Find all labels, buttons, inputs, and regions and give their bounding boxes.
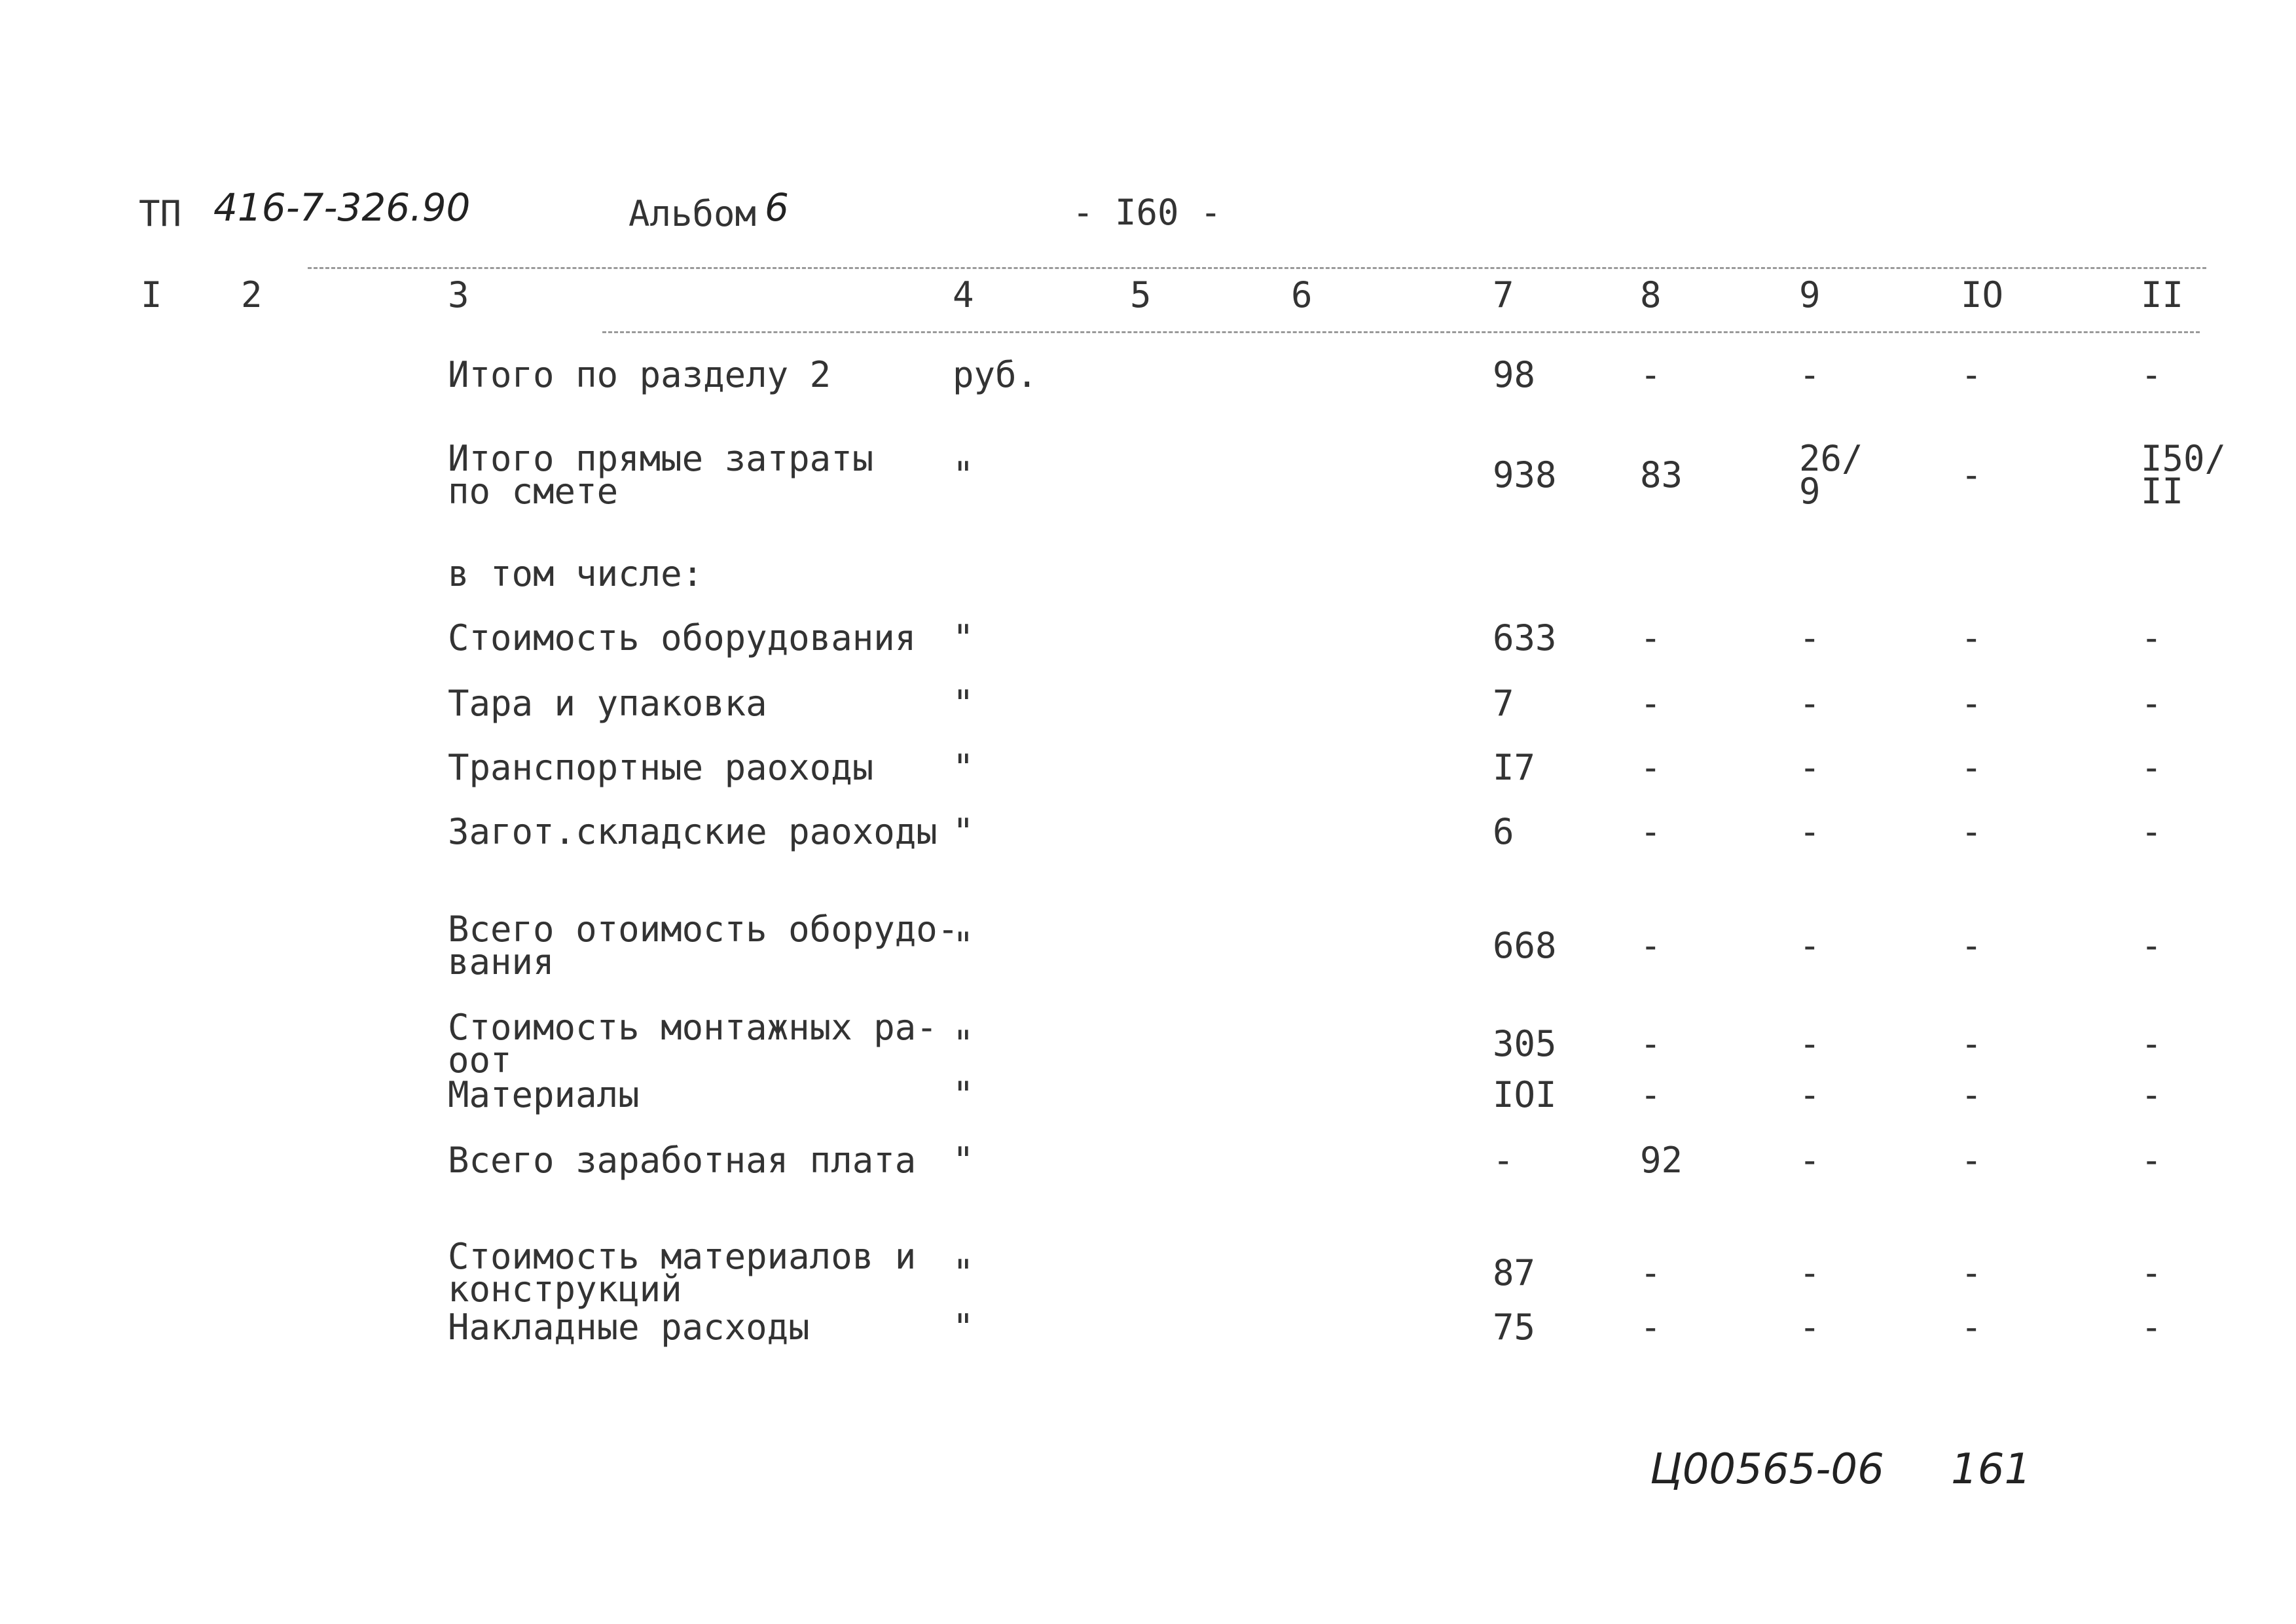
column-header-9: 9: [1799, 274, 1821, 316]
column-header-1: I: [141, 274, 162, 316]
value-cell-9: -: [1799, 354, 1821, 395]
row-label: Стоимость монтажных ра- оот: [448, 1007, 938, 1081]
value-cell-10: -: [1961, 354, 1982, 395]
sheet-number: 161: [1951, 1445, 2032, 1494]
value-cell-9: -: [1799, 1023, 1821, 1064]
column-header-8: 8: [1640, 274, 1662, 316]
value-cell-7: -: [1493, 1140, 1514, 1181]
value-cell-11: -: [2141, 925, 2162, 966]
row-label: Тара и упаковка: [448, 683, 767, 724]
value-cell-10: -: [1961, 747, 1982, 788]
column-header-2: 2: [241, 274, 263, 316]
value-cell-9: -: [1799, 1140, 1821, 1181]
value-cell-8: -: [1640, 747, 1662, 788]
value-cell-8: 83: [1640, 454, 1683, 496]
value-cell-8: -: [1640, 1074, 1662, 1115]
row-label: Материалы: [448, 1074, 640, 1115]
unit-cell: ": [953, 1252, 974, 1293]
unit-cell: руб.: [953, 354, 1038, 395]
value-cell-11: -: [2141, 1074, 2162, 1115]
value-cell-10: -: [1961, 1074, 1982, 1115]
unit-cell: ": [953, 1023, 974, 1064]
value-cell-9: -: [1799, 1074, 1821, 1115]
row-label: Всего заработная плата: [448, 1140, 917, 1181]
value-cell-10: -: [1961, 811, 1982, 852]
value-cell-9: -: [1799, 1307, 1821, 1348]
row-label: Всего отоимость оборудо- вания: [448, 909, 959, 983]
value-cell-8: -: [1640, 1252, 1662, 1293]
value-cell-8: -: [1640, 354, 1662, 395]
value-cell-10: -: [1961, 1140, 1982, 1181]
unit-cell: ": [953, 925, 974, 966]
value-cell-9: -: [1799, 811, 1821, 852]
stamp-code: Ц00565-06: [1650, 1445, 1884, 1494]
value-cell-7: IOI: [1493, 1074, 1557, 1115]
column-header-3: 3: [448, 274, 469, 316]
value-cell-7: 6: [1493, 811, 1514, 852]
value-cell-8: -: [1640, 617, 1662, 659]
value-cell-11: -: [2141, 683, 2162, 724]
value-cell-11: -: [2141, 1307, 2162, 1348]
value-cell-11: -: [2141, 354, 2162, 395]
value-cell-8: -: [1640, 925, 1662, 966]
value-cell-8: -: [1640, 811, 1662, 852]
value-cell-11: -: [2141, 1252, 2162, 1293]
value-cell-7: 87: [1493, 1252, 1536, 1293]
unit-cell: ": [953, 1074, 974, 1115]
value-cell-10: -: [1961, 454, 1982, 496]
row-label: Итого прямые затраты по смете: [448, 438, 874, 512]
column-header-7: 7: [1493, 274, 1514, 316]
unit-cell: ": [953, 811, 974, 852]
value-cell-10: -: [1961, 683, 1982, 724]
value-cell-7: 75: [1493, 1307, 1536, 1348]
header-top-rule: [308, 267, 2206, 269]
value-cell-9: -: [1799, 747, 1821, 788]
row-label: Итого по разделу 2: [448, 354, 831, 395]
value-cell-9: -: [1799, 925, 1821, 966]
value-cell-7: 938: [1493, 454, 1557, 496]
value-cell-7: 668: [1493, 925, 1557, 966]
value-cell-9: -: [1799, 1252, 1821, 1293]
row-label: Транспортные раоходы: [448, 747, 874, 788]
column-header-5: 5: [1130, 274, 1152, 316]
value-cell-10: -: [1961, 1307, 1982, 1348]
value-cell-8: -: [1640, 1023, 1662, 1064]
value-cell-11: -: [2141, 1023, 2162, 1064]
row-label: Стоимость материалов и конструкций: [448, 1236, 917, 1310]
value-cell-7: 633: [1493, 617, 1557, 659]
value-cell-9: -: [1799, 617, 1821, 659]
value-cell-10: -: [1961, 1252, 1982, 1293]
value-cell-10: -: [1961, 617, 1982, 659]
row-label: Загот.складские раоходы: [448, 811, 938, 852]
value-cell-11: I50/ II: [2141, 438, 2227, 512]
unit-cell: ": [953, 747, 974, 788]
value-cell-11: -: [2141, 747, 2162, 788]
column-header-11: II: [2141, 274, 2184, 316]
unit-cell: ": [953, 1307, 974, 1348]
value-cell-8: -: [1640, 683, 1662, 724]
value-cell-9: -: [1799, 683, 1821, 724]
column-header-4: 4: [953, 274, 974, 316]
value-cell-8: -: [1640, 1307, 1662, 1348]
row-label: в том числе:: [448, 553, 704, 594]
doc-type: ТП: [139, 193, 182, 234]
value-cell-7: 7: [1493, 683, 1514, 724]
row-label: Стоимость оборудования: [448, 617, 917, 659]
row-label: Накладные расходы: [448, 1307, 810, 1348]
value-cell-11: -: [2141, 811, 2162, 852]
column-header-10: IO: [1961, 274, 2004, 316]
unit-cell: ": [953, 454, 974, 496]
value-cell-7: 98: [1493, 354, 1536, 395]
page-number: - I60 -: [1072, 192, 1222, 233]
unit-cell: ": [953, 617, 974, 659]
value-cell-7: 305: [1493, 1023, 1557, 1064]
doc-number: 416-7-326.90: [213, 185, 471, 230]
value-cell-11: -: [2141, 1140, 2162, 1181]
value-cell-7: I7: [1493, 747, 1536, 788]
album-number: 6: [765, 185, 789, 230]
unit-cell: ": [953, 683, 974, 724]
album-label: Альбом: [629, 193, 757, 234]
value-cell-10: -: [1961, 1023, 1982, 1064]
value-cell-8: 92: [1640, 1140, 1683, 1181]
value-cell-9: 26/ 9: [1799, 438, 1863, 512]
header-bottom-rule: [602, 331, 2200, 333]
value-cell-11: -: [2141, 617, 2162, 659]
column-header-6: 6: [1291, 274, 1313, 316]
unit-cell: ": [953, 1140, 974, 1181]
value-cell-10: -: [1961, 925, 1982, 966]
